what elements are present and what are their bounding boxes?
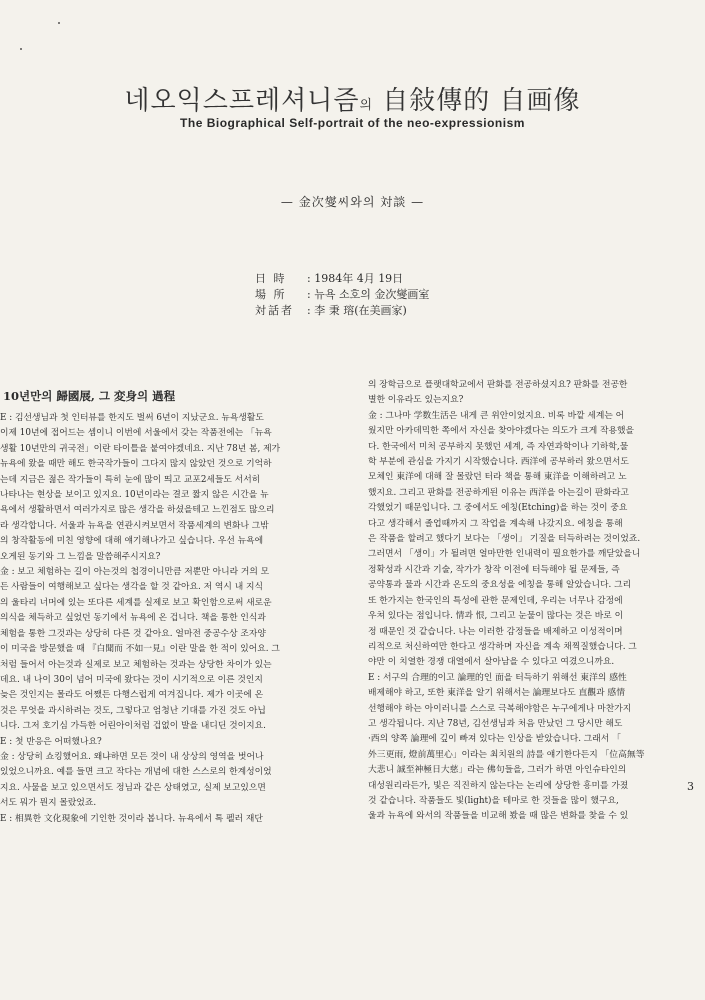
text-line: E : 서구의 合理的이고 論理的인 面을 터득하기 위해선 東洋의 感性 — [368, 672, 627, 683]
text-line: 체험을 통한 그것과는 상당히 다른 것 같아요. 얼마전 중공수상 조자양 — [0, 628, 266, 639]
text-line: 의 창작활동에 미친 영향에 대해 얘기해나가고 싶습니다. 우선 뉴욕에 — [0, 536, 264, 547]
text-line: 것 같습니다. 작품들도 빛(light)을 테마로 한 것들을 많이 했구요, — [368, 795, 619, 806]
text-line: 大悲니 誠至神極日大慈」라는 佛句들을, 그러가 하면 아인슈타인의 — [368, 765, 627, 776]
text-line: 이제 10년에 접어드는 셈이니 이번에 서울에서 갖는 작품전에는 「뉴욕 — [0, 428, 272, 439]
text-line: 外三更雨, 燈前萬里心」이라는 최치원의 詩를 얘기한다든지 「位高無等 — [368, 749, 645, 760]
text-line: 배제해야 하고, 또한 東洋을 알기 위해서는 論理보다도 直觀과 感情 — [368, 688, 626, 699]
text-line: 서도 뭐가 뭔지 몰랐었죠. — [0, 798, 97, 809]
text-line: 울과 뉴욕에 와서의 작품들을 비교해 봤을 때 많은 변화를 찾을 수 있 — [368, 811, 629, 822]
text-line: 우쳐 있다는 점입니다. 情과 恨, 그리고 눈물이 많다는 것은 바로 이 — [368, 611, 624, 622]
text-line: 별한 이유라도 있는지요? — [368, 395, 464, 406]
text-line: 야만 이 치열한 경쟁 대열에서 살아남을 수 있다고 여겼으니까요. — [368, 657, 615, 668]
info-place: 場 所 : 뉴욕 소호의 金次燮画室 — [255, 288, 430, 301]
text-line: 데요. 내 나이 30이 넘어 미국에 왔다는 것이 시기적으로 이른 것인지 — [0, 674, 263, 685]
text-line: 니다. 그저 호기심 가득한 어린아이처럼 겁없이 발을 내디딘 것이지요. — [0, 721, 266, 732]
text-line: 든 사람들이 여행해보고 싶다는 생각을 할 것 같아요. 저 역시 내 지식 — [0, 582, 263, 593]
text-line: 은 작품을 할려고 했다기 보다는 「생이」 기질을 터득하려는 것이었죠. — [368, 534, 641, 545]
text-line: 대성원리라든가, 빛은 직진하지 않는다는 논리에 상당한 흥미를 가졌 — [368, 780, 629, 791]
text-line: 있었으니까요. 예를 들면 크고 작다는 개념에 대한 스스로의 한계성이었 — [0, 767, 272, 778]
text-line: 정확성과 시간과 기술, 작가가 창작 이전에 터득해야 될 문제들, 즉 — [368, 564, 620, 575]
text-line: 의식을 체득하고 싶었던 동기에서 뉴욕에 온 겁니다. 책을 통한 인식과 — [0, 613, 266, 624]
text-line: 정 때문인 것 같습니다. 나는 이러한 감정들을 배제하고 이성적이며 — [368, 626, 623, 637]
text-line: 다고 생각해서 졸업때까지 그 작업을 계속해 나갔지요. 에칭을 통해 — [368, 518, 623, 529]
article-title-english: The Biographical Self-portrait of the neo-expressionism — [180, 116, 525, 130]
text-line: 다. 한국에서 미처 공부하지 못했던 세계, 즉 자연과학이나 기하학,물 — [368, 441, 629, 452]
text-line: 처럼 들어서 아는것과 실제로 보고 체험하는 것과는 상당한 차이가 있는 — [0, 659, 272, 670]
text-line: 지요. 사물을 보고 있으면서도 정님과 같은 상태였고, 실제 보고있으면 — [0, 782, 266, 793]
text-line: 모체인 東洋에 대해 잘 몰랐던 터라 책을 통해 東洋을 이해하려고 노 — [368, 472, 627, 483]
text-line: 의 울타리 너머에 있는 또다른 세계를 실제로 보고 확인함으로써 새로운 — [0, 597, 272, 608]
right-column — [368, 378, 705, 825]
info-date: 日 時 : 1984年 4月 19日 — [255, 272, 404, 285]
text-line: 이 미국을 방문했을 때 『白聞而 不如一見』이란 말을 한 적이 있어요. 그 — [0, 644, 280, 655]
speck-mark — [20, 48, 22, 50]
page-number: 3 — [687, 780, 694, 793]
text-line: 공약통과 물과 시간과 온도의 중요성을 에칭을 통해 알았습니다. 그리 — [368, 580, 632, 591]
text-line: 생활 10년만의 귀국전」이란 타이틀을 붙여야겠네요. 지난 78년 봄, 제가 — [0, 443, 281, 454]
text-line: 각했었기 때문입니다. 그 중에서도 에칭(Etching)을 하는 것이 중요 — [368, 503, 628, 514]
text-line: 또 한가지는 한국인의 특성에 관한 문제인데, 우리는 너무나 감정에 — [368, 595, 623, 606]
text-line: 나타나는 현상을 보이고 있지요. 10년이라는 결코 짧지 않은 시간을 뉴 — [0, 490, 269, 501]
text-line: 뉴욕에 왔을 때만 해도 한국작가들이 그다지 많지 않았던 것으로 기억하 — [0, 459, 272, 470]
text-line: 그러면서 「생이」가 될려면 얼마만한 인내력이 필요한가를 깨닫았을니 — [368, 549, 641, 560]
text-line: 의 장학금으로 플랫대학교에서 판화를 전공하셨지요? 판화를 전공한 — [368, 380, 628, 390]
text-line: 金 : 상당히 쇼킹했어요. 왜냐하면 모든 것이 내 상상의 영역을 벗어나 — [0, 751, 264, 762]
info-interviewer: 対話者 : 李 秉 瑢(在美画家) — [255, 304, 407, 317]
text-line: 늦은 것인지는 몰라도 어쨌든 다행스럽게 여겨집니다. 제가 이곳에 온 — [0, 690, 264, 701]
text-line: 선행해야 하는 아이러니를 스스로 극복해야함은 누구에게나 마찬가지 — [368, 703, 632, 714]
text-line: 오게된 동기와 그 느낌을 말씀해주시지요? — [0, 551, 161, 562]
text-line: 金 : 그나마 学数生活은 내게 큰 위안이었지요. 비록 바깥 세계는 어 — [368, 410, 625, 421]
section-heading: 10년만의 歸國展, 그 変身의 過程 — [3, 389, 176, 403]
speck-mark — [58, 22, 60, 24]
text-line: 했지요. 그리고 판화를 전공하게된 이유는 西洋을 아는길이 판화라고 — [368, 487, 629, 498]
text-line: 학 부분에 관심을 가지기 시작했습니다. 西洋에 공부하러 왔으면서도 — [368, 457, 629, 468]
text-line: 고 생각됩니다. 지난 78년, 김선생님과 처음 만났던 그 당시만 해도 — [368, 718, 623, 729]
text-line: 웠지만 아카데믹한 쪽에서 자신을 찾아야겠다는 의도가 크게 작용했을 — [368, 426, 635, 437]
text-line: E : 첫 반응은 어떠했나요? — [0, 736, 102, 747]
article-title-korean: 네오익스프레셔니즘의 自敍傳的 自画像 — [124, 86, 581, 116]
left-column — [0, 411, 345, 827]
article-subtitle: — 金次燮씨와의 対談 — — [280, 195, 425, 209]
text-line: ·西의 양쪽 論理에 깊이 빠져 있다는 인상을 받았습니다. 그래서 「 — [368, 734, 621, 745]
text-line: 라 생각합니다. 서울과 뉴욕을 연관시켜보면서 작품세계의 변화나 그밖 — [0, 520, 269, 531]
text-line: E : 相異한 文化現象에 기인한 것이라 봅니다. 뉴욕에서 톡 펠러 재단 — [0, 813, 263, 824]
text-line: 것은 무엇을 과시하려는 것도, 그렇다고 엄청난 기대를 가진 것도 아닙 — [0, 705, 266, 716]
text-line: E : 김선생님과 첫 인터뷰를 한지도 벌써 6년이 지났군요. 뉴욕생활도 — [0, 413, 264, 423]
text-line: 金 : 보고 체험하는 길이 아는것의 첩경이니만큼 저뿐만 아니라 거의 모 — [0, 567, 270, 578]
text-line: 는데 지금은 젊은 작가들이 특히 눈에 많이 띄고 교포2세들도 서서히 — [0, 474, 261, 485]
text-line: 리적으로 처신하여만 한다고 생각하며 자신을 계속 채찍질했습니다. 그 — [368, 641, 637, 652]
text-line: 욕에서 생활하면서 여러가지로 많은 생각을 하셨을테고 느낀점도 많으리 — [0, 505, 275, 516]
